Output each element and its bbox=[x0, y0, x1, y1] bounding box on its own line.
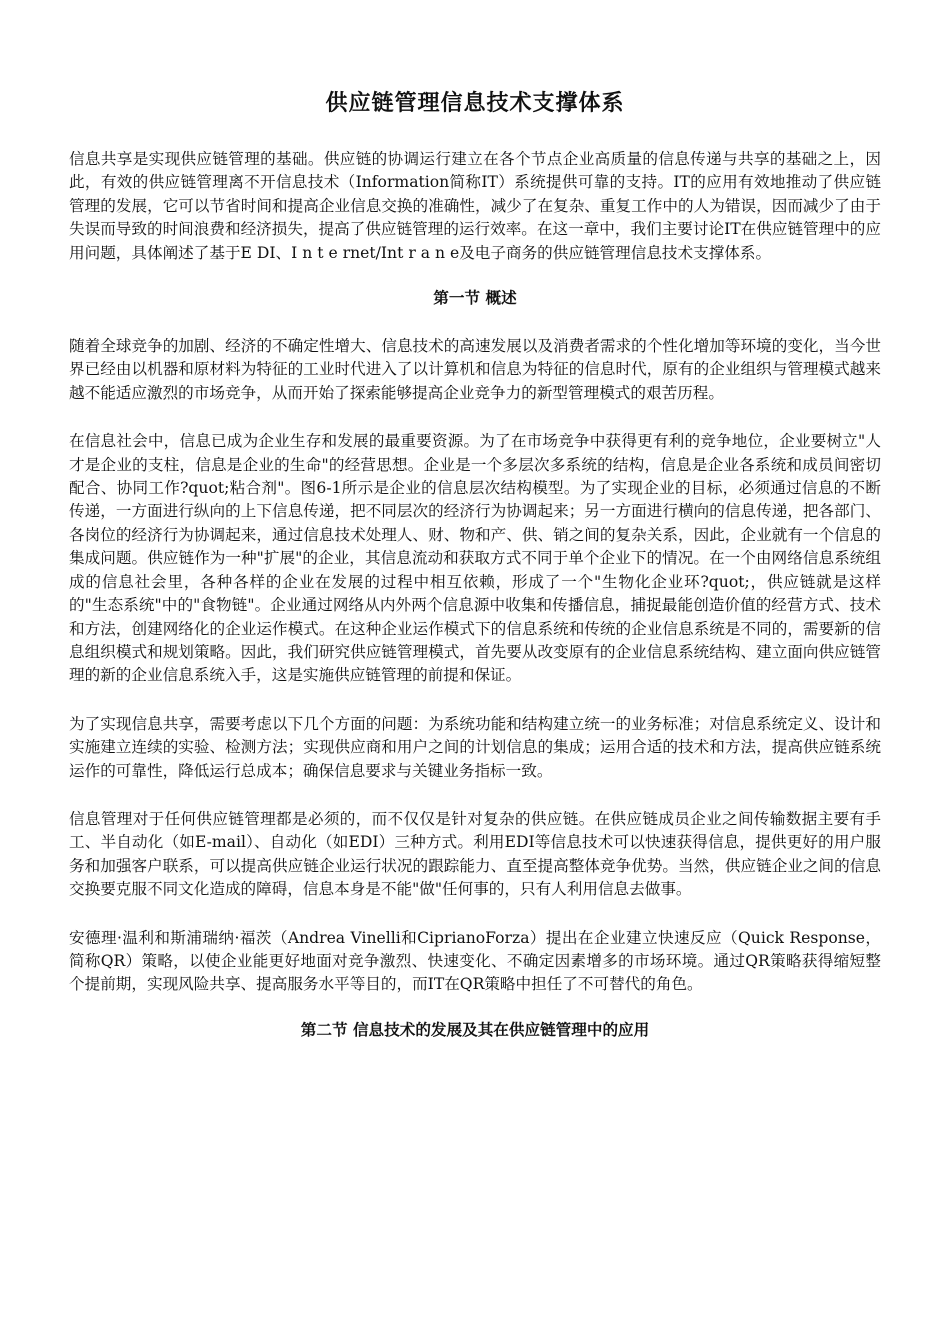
section-1-paragraph-5: 安德理·温利和斯浦瑞纳·福茨（Andrea Vinelli和CiprianoForza）提出在企业建立快速反应（Quick Response，简称QR）策略，以使企业能更好地面对竞争激烈、快速变化、不确定因素增多的市场环境。通过QR策略获得缩短整个提前期，实现风险共享、提高服务水平等目的，而IT在QR策略中担任了不可替代的角色。 bbox=[69, 928, 881, 994]
document-page bbox=[69, 88, 881, 1066]
section-1-paragraph-1: 随着全球竞争的加剧、经济的不确定性增大、信息技术的高速发展以及消费者需求的个性化增加等环境的变化，当今世界已经由以机器和原材料为特征的工业时代进入了以计算机和信息为特征的信息时代，原有的企业组织与管理模式越来越不能适应激烈的市场竞争，从而开始了探索能够提高企业竞争力的新型管理模式的艰苦历程。 bbox=[69, 337, 881, 402]
section-1-heading: 第一节 概述 bbox=[433, 288, 517, 308]
section-1-paragraph-4: 信息管理对于任何供应链管理都是必须的，而不仅仅是针对复杂的供应链。在供应链成员企业之间传输数据主要有手工、半自动化（如E-mail）、自动化（如EDI）三种方式。利用EDI等信息技术可以快速获得信息，提供更好的用户服务和加强客户联系，可以提高供应链企业运行状况的跟踪能力、直至提高整体竞争优势。当然，供应链企业之间的信息交换要克服不同文化造成的障碍，信息本身是不能"做"任何事的，只有人利用信息去做事。 bbox=[69, 809, 881, 899]
section-1-paragraph-3: 为了实现信息共享，需要考虑以下几个方面的问题：为系统功能和结构建立统一的业务标准；对信息系统定义、设计和实施建立连续的实验、检测方法；实现供应商和用户之间的计划信息的集成；运用合适的技术和方法，提高供应链系统运作的可靠性，降低运行总成本；确保信息要求与关键业务指标一致。 bbox=[69, 714, 881, 780]
intro-paragraph: 信息共享是实现供应链管理的基础。供应链的协调运行建立在各个节点企业高质量的信息传递与共享的基础之上，因此，有效的供应链管理离不开信息技术（Information简称IT）系统提供可靠的支持。IT的应用有效地推动了供应链管理的发展，它可以节省时间和提高企业信息交换的准确性，减少了在复杂、重复工作中的人为错误，因而减少了由于失误而导致的时间浪费和经济损失，提高了供应链管理的运行效率。在这一章中，我们主要讨论IT在供应链管理中的应用问题，具体阐述了基于E DI、I n t e rnet/Int r a n e及电子商务的供应链管理信息技术支撑体系。 bbox=[69, 150, 881, 262]
document-title: 供应链管理信息技术支撑体系 bbox=[325, 90, 625, 116]
section-1-paragraph-2: 在信息社会中，信息已成为企业生存和发展的最重要资源。为了在市场竞争中获得更有利的竞争地位，企业要树立"人才是企业的支柱，信息是企业的生命"的经营思想。企业是一个多层次多系统的结构，信息是企业各系统和成员间密切配合、协同工作?quot;粘合剂"。图6-1所示是企业的信息层次结构模型。为了实现企业的目标，必须通过信息的不断传递，一方面进行纵向的上下信息传递，把不同层次的经济行为协调起来；另一方面进行横向的信息传递，把各部门、各岗位的经济行为协调起来，通过信息技术处理人、财、物和产、供、销之间的复杂关系，因此，企业就有一个信息的集成问题。供应链作为一种"扩展"的企业，其信息流动和获取方式不同于单个企业下的情况。在一个由网络信息系统组成的信息社会里，各种各样的企业在发展的过程中相互依赖，形成了一个"生物化企业环?quot;，供应链就是这样的"生态系统"中的"食物链"。企业通过网络从内外两个信息源中收集和传播信息，捕捉最能创造价值的经营方式、技术和方法，创建网络化的企业运作模式。在这种企业运作模式下的信息系统和传统的企业信息系统是不同的，需要新的信息组织模式和规划策略。因此，我们研究供应链管理模式，首先要从改变原有的企业信息系统结构、建立面向供应链管理的新的企业信息系统入手，这是实施供应链管理的前提和保证。 bbox=[69, 432, 881, 685]
section-2-heading: 第二节 信息技术的发展及其在供应链管理中的应用 bbox=[300, 1019, 650, 1039]
